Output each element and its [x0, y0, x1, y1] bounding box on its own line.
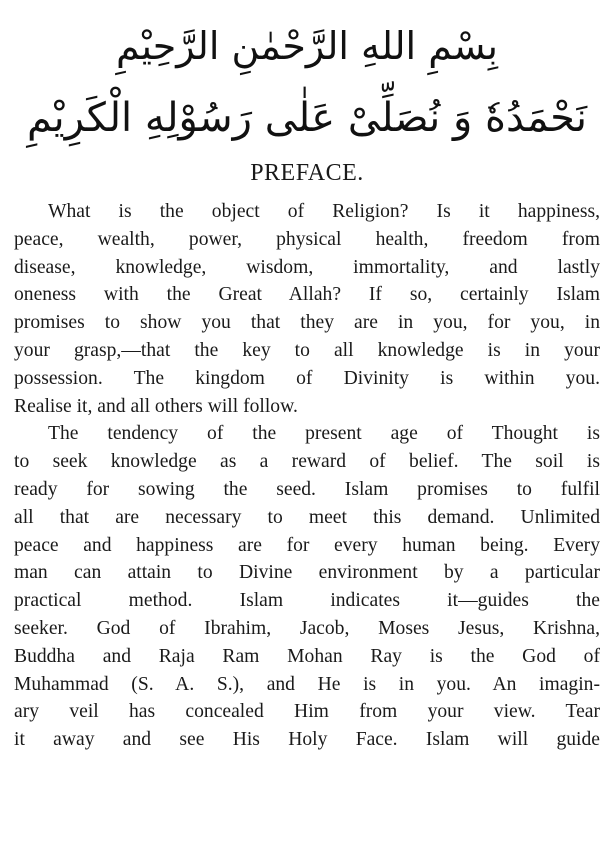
text-line: ary veil has concealed Him from your view. Tear [14, 701, 600, 723]
text-line: The tendency of the present age of Thought is [48, 423, 600, 445]
text-line: ready for sowing the seed. Islam promises to fulfil [14, 478, 600, 500]
text-line: disease, knowledge, wisdom, immortality, and lastly [14, 256, 600, 278]
salutation-heading: نَحْمَدُهٗ وَ نُصَلِّىْ عَلٰى رَسُوْلِهِ الْكَرِيْمِ [26, 95, 588, 141]
text-line: promises to show you that they are in you, for you, in [14, 312, 600, 334]
text-line: What is the object of Religion? Is it happiness, [48, 201, 600, 222]
text-line: man can attain to Divine environment by a particular [14, 562, 600, 584]
text-line: peace and happiness are for every human being. Every [14, 534, 600, 556]
text-line: all that are necessary to meet this demand. Unlimited [14, 506, 600, 528]
text-line: Realise it, and all others will follow. [14, 395, 298, 417]
text-line: Muhammad (S. A. S.), and He is in you. An imagin- [14, 673, 600, 695]
page-title: PREFACE. [250, 160, 364, 186]
text-line: oneness with the Great Allah? If so, certainly Islam [14, 284, 600, 306]
text-line: possession. The kingdom of Divinity is within you. [14, 367, 600, 389]
paragraph-1 [14, 198, 600, 420]
text-line: Buddha and Raja Ram Mohan Ray is the God of [14, 645, 600, 667]
text-line: your grasp,—that the key to all knowledge is in your [14, 339, 600, 361]
text-line: practical method. Islam indicates it—guides the [14, 590, 600, 612]
text-line: it away and see His Holy Face. Islam will guide [14, 729, 600, 751]
body-text [14, 198, 600, 754]
text-line: seeker. God of Ibrahim, Jacob, Moses Jesus, Krishna, [14, 617, 600, 639]
text-line: to seek knowledge as a reward of belief. The soil is [14, 451, 600, 473]
paragraph-2 [14, 420, 600, 754]
basmala-heading: بِسْمِ اللهِ الرَّحْمٰنِ الرَّحِيْمِ [116, 24, 498, 68]
text-line: peace, wealth, power, physical health, freedom from [14, 228, 600, 250]
